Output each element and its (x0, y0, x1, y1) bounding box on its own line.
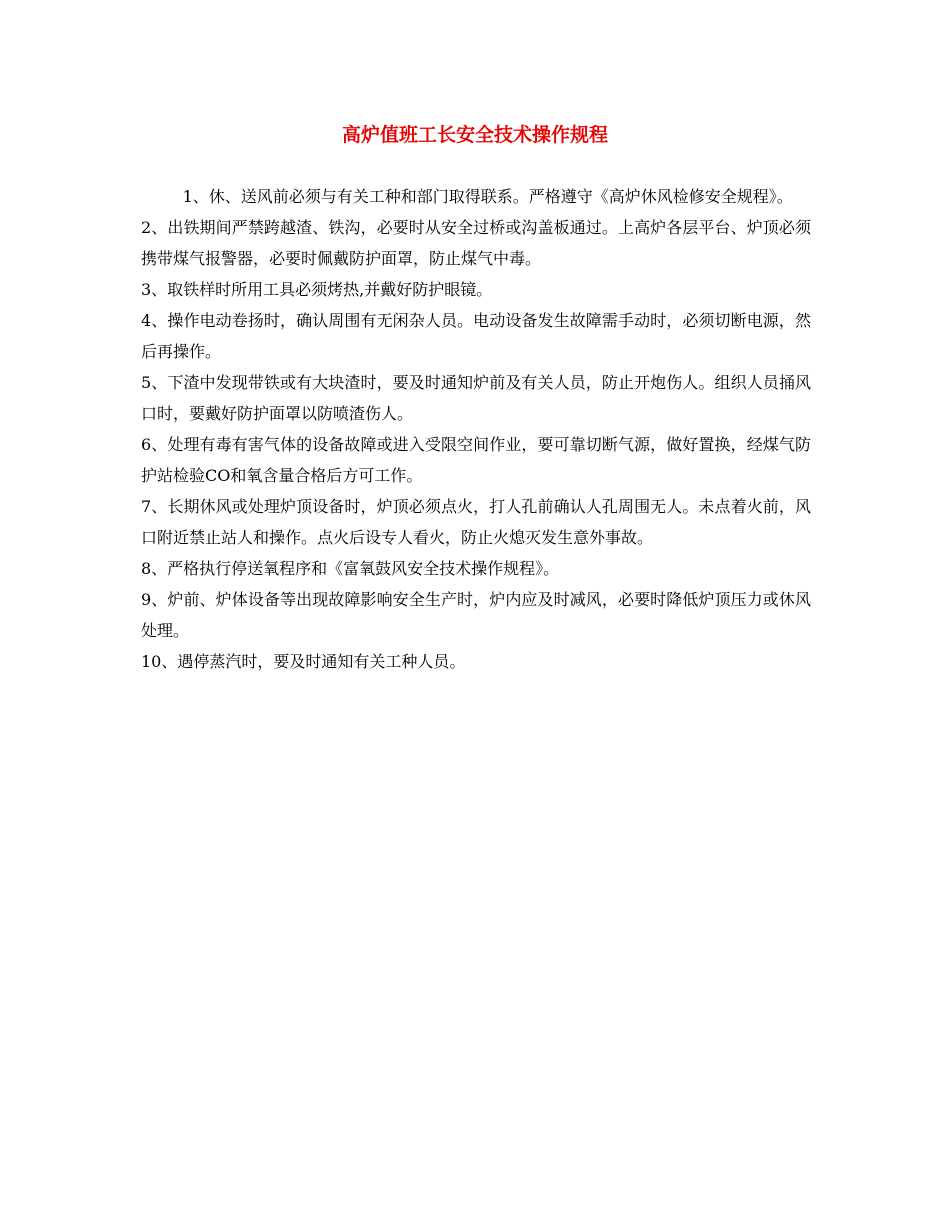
paragraph-1: 1、休、送风前必须与有关工种和部门取得联系。严格遵守《高炉休风检修安全规程》。 (182, 187, 793, 206)
document-body (141, 181, 811, 677)
paragraph-3: 3、取铁样时所用工具必须烤热,并戴好防护眼镜。 (141, 280, 493, 299)
paragraph-5: 5、下渣中发现带铁或有大块渣时，要及时通知炉前及有关人员，防止开炮伤人。组织人员捅风口时，要戴好防护面罩以防喷渣伤人。 (141, 373, 811, 423)
paragraph-9: 9、炉前、炉体设备等出现故障影响安全生产时，炉内应及时减风，必要时降低炉顶压力或休风处理。 (141, 590, 811, 640)
paragraph-8: 8、严格执行停送氧程序和《富氧鼓风安全技术操作规程》。 (141, 559, 560, 578)
paragraph-6: 6、处理有毒有害气体的设备故障或进入受限空间作业，要可靠切断气源，做好置换，经煤气防护站检验CO和氧含量合格后方可工作。 (141, 435, 811, 485)
paragraph-2: 2、出铁期间严禁跨越渣、铁沟，必要时从安全过桥或沟盖板通过。上高炉各层平台、炉顶必须携带煤气报警器，必要时佩戴防护面罩，防止煤气中毒。 (141, 218, 811, 268)
paragraph-7: 7、长期休风或处理炉顶设备时，炉顶必须点火，打人孔前确认人孔周围无人。未点着火前，风口附近禁止站人和操作。点火后设专人看火，防止火熄灭发生意外事故。 (141, 497, 811, 547)
document-title: 高炉值班工长安全技术操作规程 (341, 124, 608, 146)
paragraph-10: 10、遇停蒸汽时，要及时通知有关工种人员。 (141, 652, 466, 671)
paragraph-4: 4、操作电动卷扬时，确认周围有无闲杂人员。电动设备发生故障需手动时，必须切断电源，然后再操作。 (141, 311, 811, 361)
